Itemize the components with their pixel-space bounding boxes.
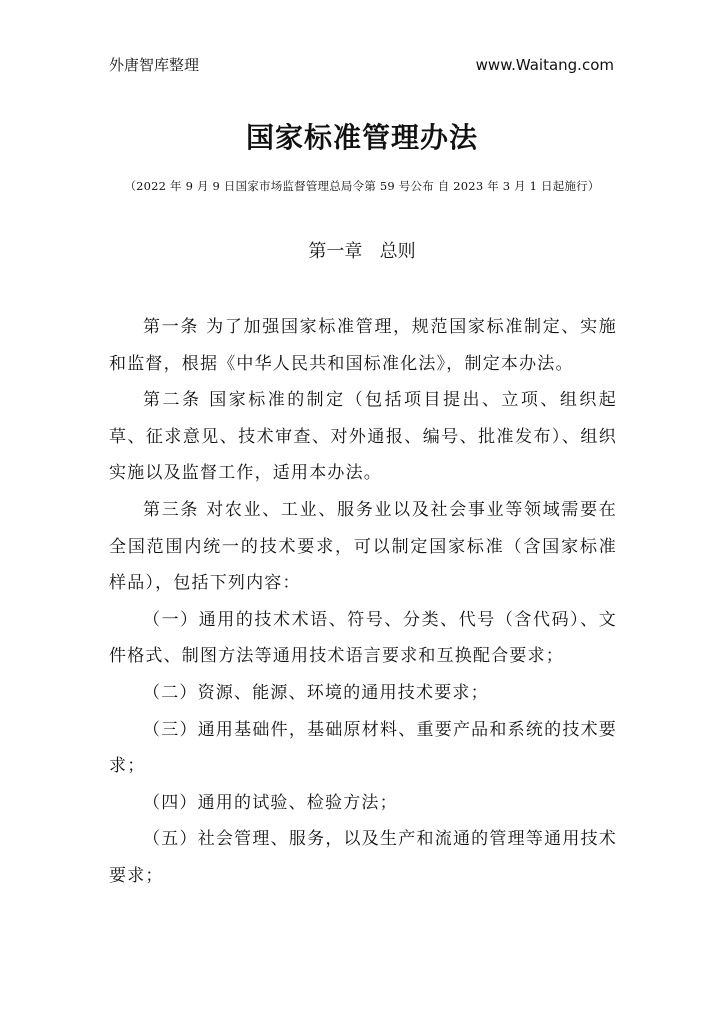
paragraph-item-1: （一）通用的技术术语、符号、分类、代号（含代码）、文件格式、制图方法等通用技术语言要求和互换配合要求； bbox=[109, 609, 617, 667]
header-website-url: www.Waitang.com bbox=[475, 56, 614, 74]
paragraph-item-3: （三）通用基础件，基础原材料、重要产品和系统的技术要求； bbox=[109, 719, 617, 777]
chapter-heading: 第一章 总则 bbox=[308, 241, 416, 262]
paragraph-item-5: （五）社会管理、服务，以及生产和流通的管理等通用技术要求； bbox=[109, 829, 617, 886]
paragraph-item-2: （二）资源、能源、环境的通用技术要求； bbox=[143, 682, 489, 703]
document-body bbox=[109, 309, 617, 895]
document-subtitle: （2022 年 9 月 9 日国家市场监督管理总局令第 59 号公布 自 2023 年 3 月 1 日起施行） bbox=[124, 179, 600, 193]
header-source-label: 外唐智库整理 bbox=[109, 56, 200, 74]
paragraph-item-4: （四）通用的试验、检验方法； bbox=[143, 792, 398, 813]
paragraph-article-3: 第三条 对农业、工业、服务业以及社会事业等领域需要在全国范围内统一的技术要求，可以制定国家标准（含国家标准样品），包括下列内容： bbox=[109, 499, 617, 594]
paragraph-article-2: 第二条 国家标准的制定（包括项目提出、立项、组织起草、征求意见、技术审查、对外通报、编号、批准发布）、组织实施以及监督工作，适用本办法。 bbox=[109, 390, 617, 484]
paragraph-article-1: 第一条 为了加强国家标准管理，规范国家标准制定、实施和监督，根据《中华人民共和国标准化法》，制定本办法。 bbox=[109, 317, 617, 374]
document-title: 国家标准管理办法 bbox=[245, 121, 478, 154]
